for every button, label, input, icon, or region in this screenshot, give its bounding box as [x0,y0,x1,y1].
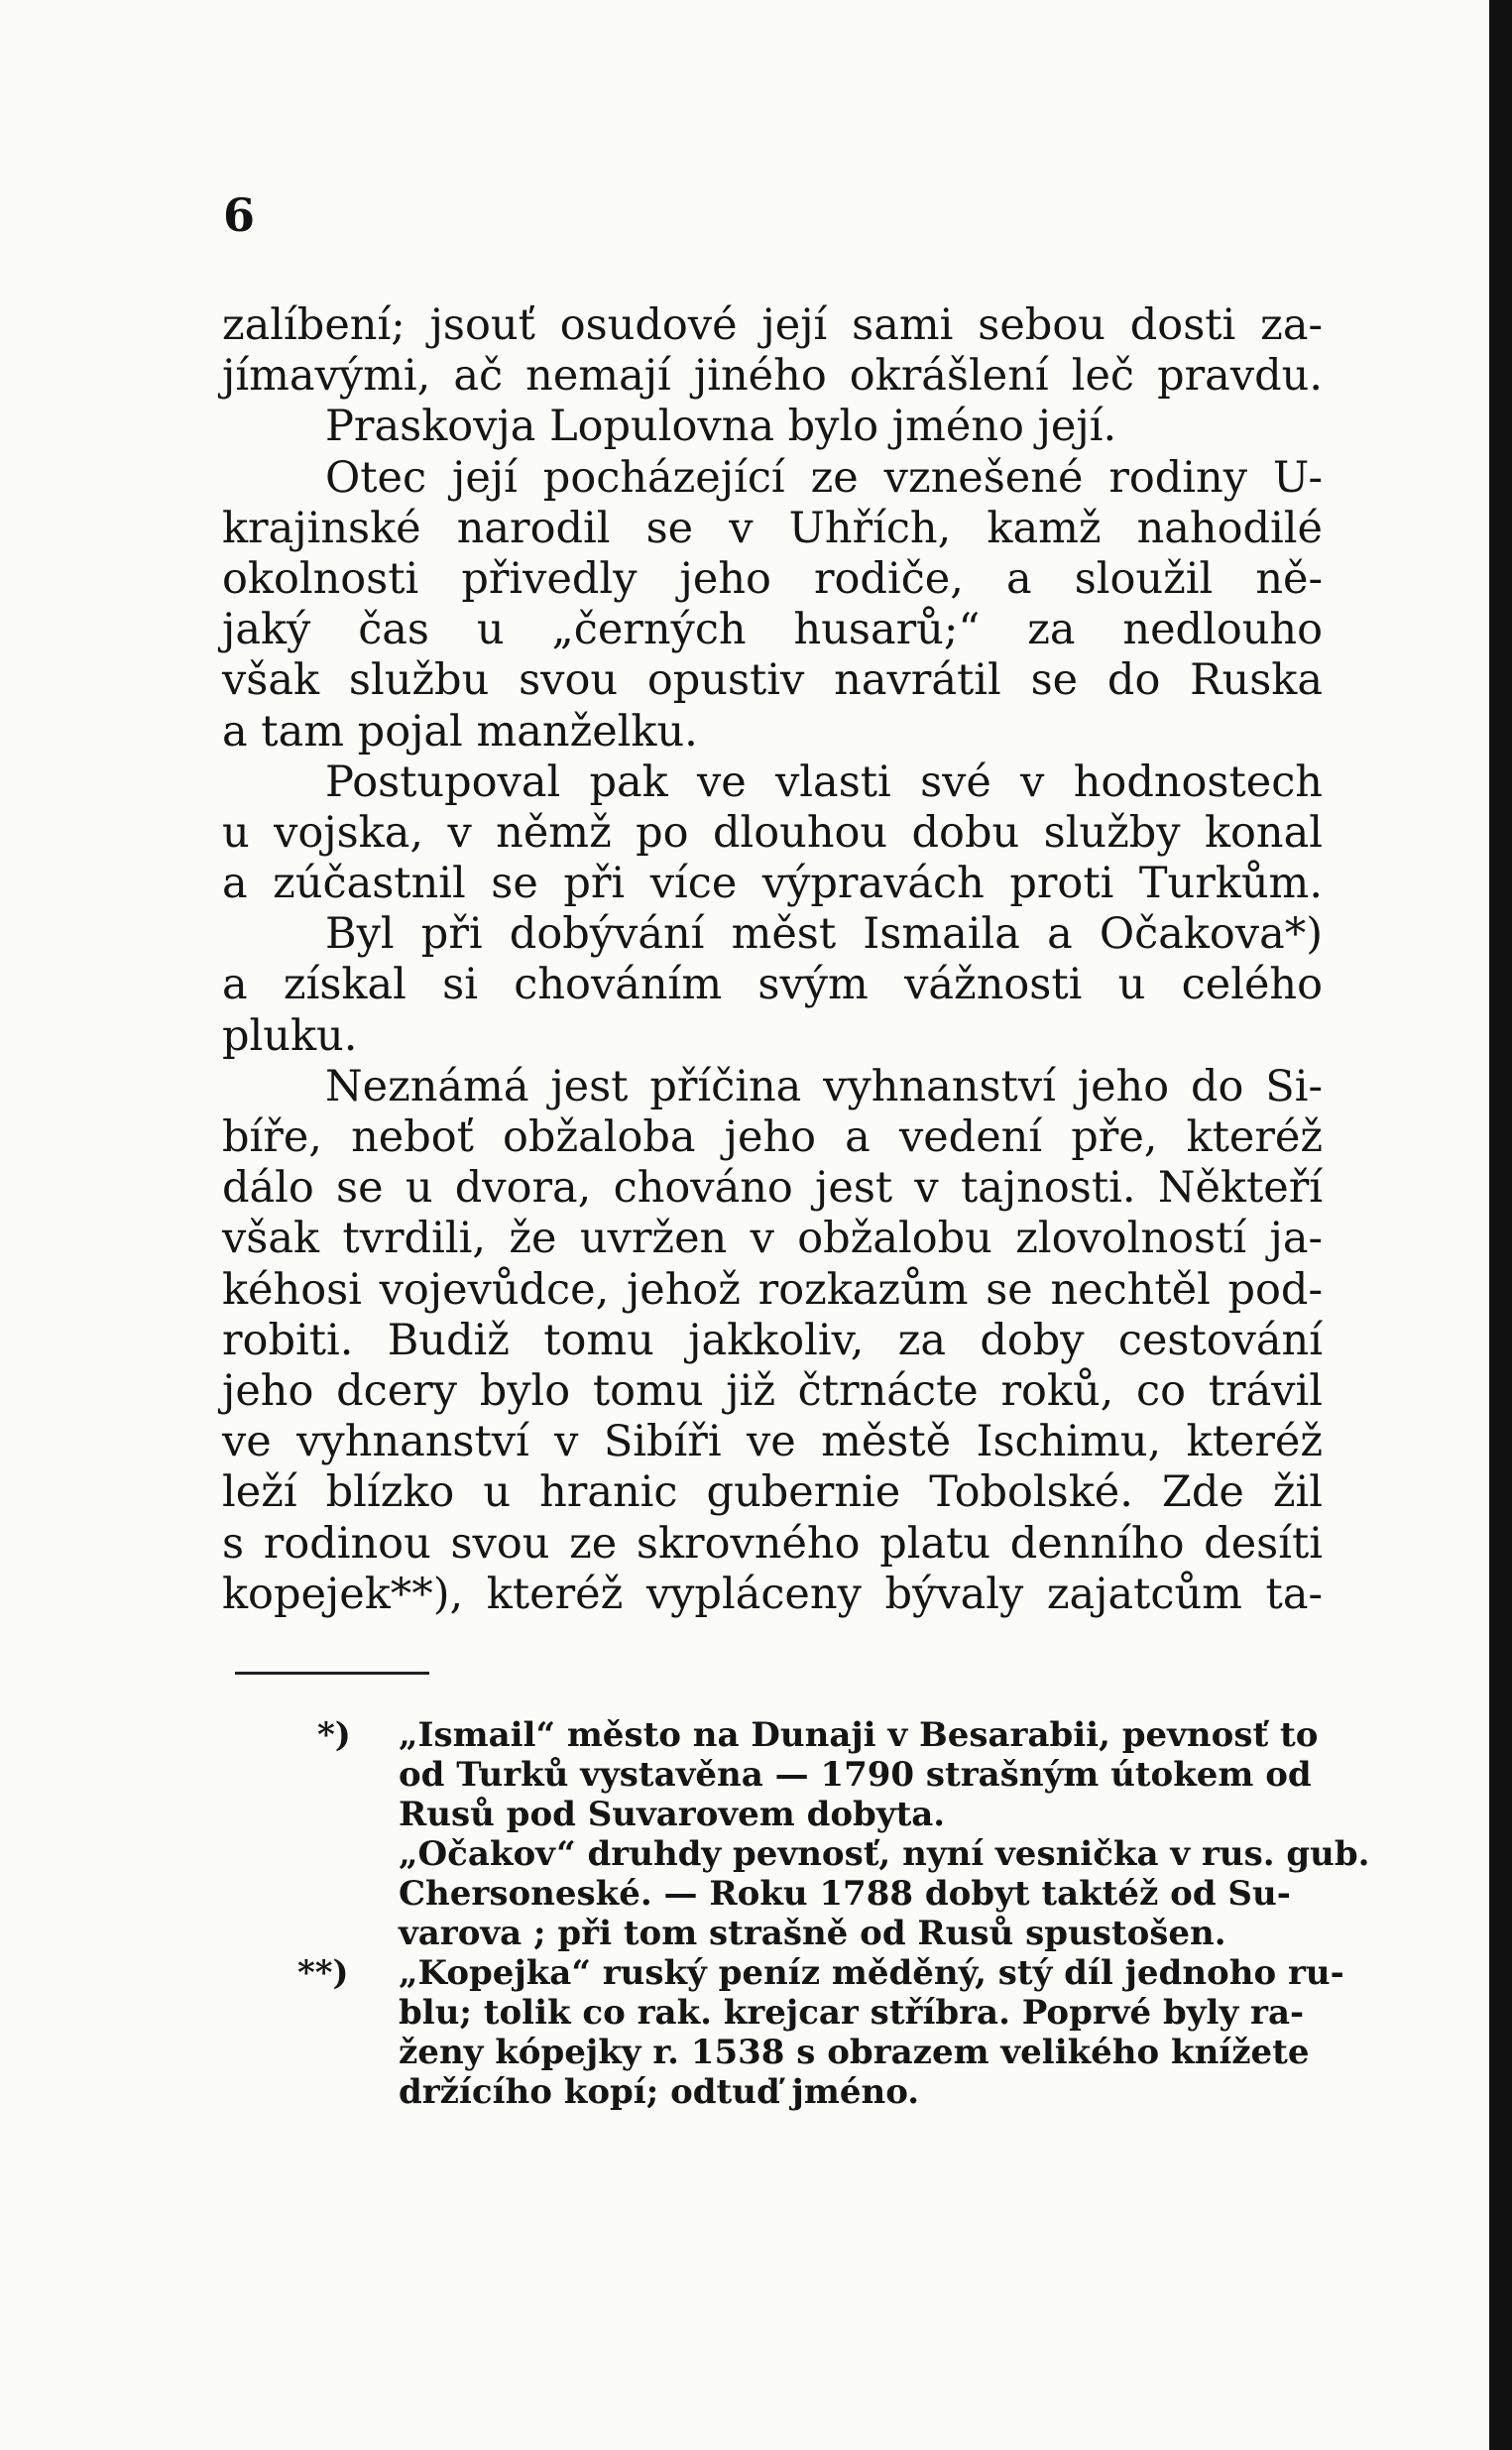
footnote-marker: **) [297,1953,349,1993]
text-line: u vojska, v němž po dlouhou dobu služby konal [222,807,1323,858]
scan-edge [1489,0,1512,2450]
footnote-line: Rusů pod Suvarovem dobyta. [399,1795,946,1834]
footnote-line: ženy kópejky r. 1538 s obrazem velikého knížete [399,2033,1310,2072]
text-line: pluku. [222,1010,358,1061]
text-line: zalíbení; jsouť osudové její sami sebou dosti za- [222,300,1323,350]
footnote-rule [235,1672,429,1675]
text-line: Postupoval pak ve vlasti své v hodnostech [325,757,1323,807]
text-line: a tam pojal manželku. [222,706,698,757]
text-line: Praskovja Lopulovna bylo jméno její. [325,402,1117,452]
footnote-line [317,1715,1338,1755]
footnote-text: „Kopejka“ ruský peníz měděný, stý díl jednoho ru- [399,1953,1344,1993]
footnote-line: od Turků vystavěna — 1790 strašným útokem od [399,1755,1312,1795]
text-line: robiti. Budiž tomu jakkoliv, za doby cestování [222,1315,1323,1365]
text-line: a zúčastnil se při více výpravách proti Turkům. [222,859,1323,909]
text-line: Otec její pocházející ze vznešené rodiny U- [325,452,1323,503]
text-line: okolnosti přivedly jeho rodiče, a sloužil ně- [222,553,1323,604]
text-line: jaký čas u „černých husarů;“ za nedlouho [222,605,1323,655]
text-line: leží blízko u hranic gubernie Tobolské. Zde žil [222,1467,1323,1518]
text-line: dálo se u dvora, chováno jest v tajnosti. Někteří [222,1163,1323,1214]
page-number: 6 [223,188,256,242]
footnote-line: držícího kopí; odtuď jméno. [399,2072,920,2112]
text-line: a získal si chováním svým vážnosti u celého [222,960,1323,1010]
text-line: bíře, neboť obžaloba jeho a vedení pře, kteréž [222,1112,1323,1162]
text-line: s rodinou svou ze skrovného platu denního desíti [222,1518,1323,1569]
text-line: však tvrdili, že uvržen v obžalobu zlovolností ja- [222,1214,1323,1264]
text-line: Neznámá jest příčina vyhnanství jeho do Si- [325,1061,1323,1111]
text-line: jeho dcery bylo tomu již čtrnácte roků, co trávil [222,1365,1323,1416]
footnote-line: „Očakov“ druhdy pevnosť, nyní vesnička v rus. gub. [399,1834,1370,1874]
text-line: Byl při dobývání měst Ismaila a Očakova*) [325,909,1323,960]
text-line: jímavými, ač nemají jiného okrášlení leč pravdu. [222,351,1323,402]
text-line: kéhosi vojevůdce, jehož rozkazům se nechtěl pod- [222,1264,1323,1315]
footnote-line: varova ; při tom strašně od Rusů spustošen. [399,1914,1226,1953]
footnote-line: blu; tolik co rak. krejcar stříbra. Poprvé byly ra- [399,1993,1305,2033]
text-line: kopejek**), kteréž vypláceny bývaly zajatcům ta- [222,1569,1323,1619]
footnote-line: Chersoneské. — Roku 1788 dobyt taktéž od Su- [399,1874,1291,1914]
footnote-line [297,1953,1344,1993]
text-line: krajinské narodil se v Uhřích, kamž nahodilé [222,503,1323,553]
body-text [222,300,1323,1620]
text-line: však službu svou opustiv navrátil se do Ruska [222,655,1323,706]
footnote-text: „Ismail“ město na Dunaji v Besarabii, pevnosť to [399,1715,1319,1755]
footnotes [297,1715,1370,2112]
text-line: ve vyhnanství v Sibíři ve městě Ischimu, kteréž [222,1417,1323,1467]
footnote-marker: *) [317,1715,351,1755]
